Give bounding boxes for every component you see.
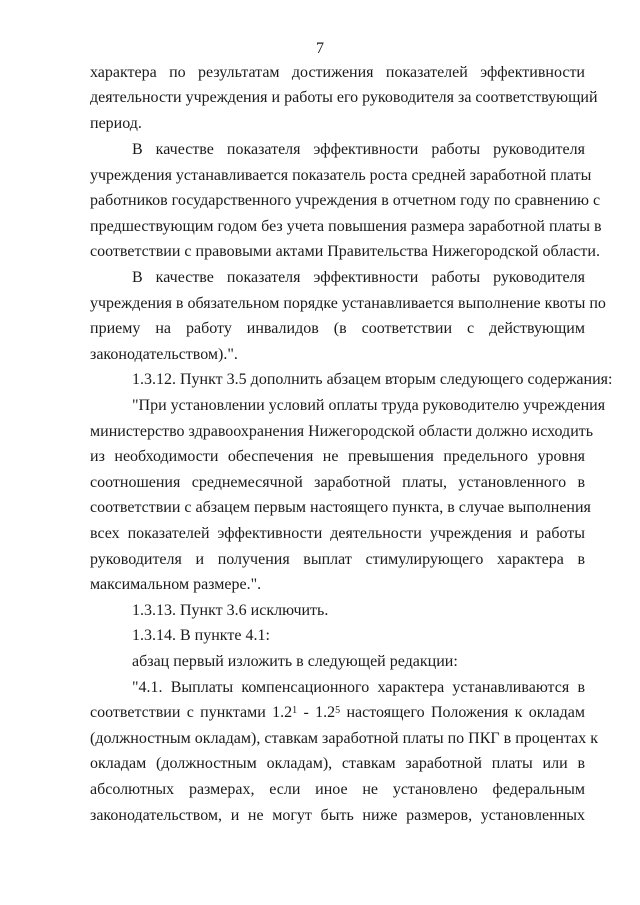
text-line: "4.1. Выплаты компенсационного характера устанавливаются в xyxy=(132,679,585,696)
text-line: руководителя и получения выплат стимулирующего характера в xyxy=(90,551,585,568)
text-line: характера по результатам достижения показателей эффективности xyxy=(90,64,585,81)
superscript: 5 xyxy=(335,705,341,716)
text-line: 1.3.12. Пункт 3.5 дополнить абзацем вторым следующего содержания: xyxy=(132,371,613,388)
text-line: предшествующим годом без учета повышения размера заработной платы в xyxy=(90,218,602,235)
text-line: (должностным окладам), ставкам заработной платы по ПКГ в процентах к xyxy=(90,730,599,747)
superscript: 1 xyxy=(292,705,298,716)
text-line: всех показателей эффективности деятельности учреждения и работы xyxy=(90,525,585,542)
text-line: министерство здравоохранения Нижегородской области должно исходить xyxy=(90,423,594,440)
text-line: максимальном размере.". xyxy=(90,576,262,593)
text-line: соотношения среднемесячной заработной платы, установленного в xyxy=(90,474,585,491)
text-line: 1.3.13. Пункт 3.6 исключить. xyxy=(132,602,329,619)
text-fragment: настоящего Положения к окладам xyxy=(340,704,585,721)
text-line: "При установлении условий оплаты труда руководителю учреждения xyxy=(132,397,606,414)
text-line: В качестве показателя эффективности работы руководителя xyxy=(132,269,585,286)
text-line: соответствии с правовыми актами Правительства Нижегородской области. xyxy=(90,243,600,260)
text-line: деятельности учреждения и работы его руководителя за соответствующий xyxy=(90,89,598,106)
text-fragment: - 1.2 xyxy=(297,704,336,721)
text-line: приему на работу инвалидов (в соответствии с действующим xyxy=(90,320,585,337)
text-line: законодательством, и не могут быть ниже размеров, установленных xyxy=(90,807,585,824)
text-line-with-superscripts xyxy=(90,703,585,723)
text-line: учреждения в обязательном порядке устанавливается выполнение квоты по xyxy=(90,295,606,312)
text-fragment: соответствии с пунктами 1.2 xyxy=(90,704,293,721)
text-line: окладам (должностным окладам), ставкам заработной платы или в xyxy=(90,755,585,772)
page-number: 7 xyxy=(316,40,324,57)
text-line: абсолютных размерах, если иное не установлено федеральным xyxy=(90,781,585,798)
text-line: В качестве показателя эффективности работы руководителя xyxy=(132,141,585,158)
text-line: законодательством).". xyxy=(90,346,238,363)
text-line: период. xyxy=(90,115,142,132)
text-line: работников государственного учреждения в отчетном году по сравнению с xyxy=(90,192,601,209)
text-line: 1.3.14. В пункте 4.1: xyxy=(132,627,270,644)
text-line: из необходимости обеспечения не превышения предельного уровня xyxy=(90,448,585,465)
text-line: абзац первый изложить в следующей редакции: xyxy=(132,653,458,670)
text-line: учреждения устанавливается показатель роста средней заработной платы xyxy=(90,167,592,184)
text-line: соответствии с абзацем первым настоящего пункта, в случае выполнения xyxy=(90,499,591,516)
